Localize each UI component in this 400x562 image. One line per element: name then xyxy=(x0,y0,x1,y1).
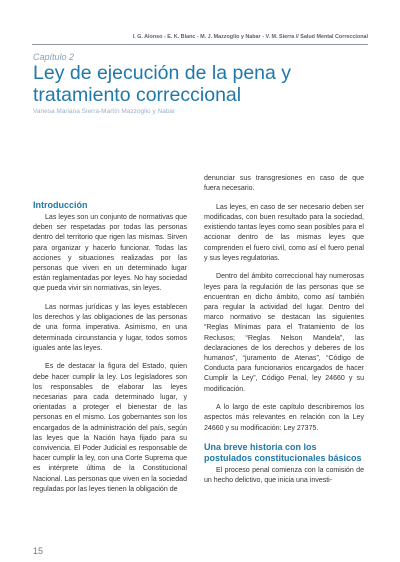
chapter-label: Capítulo 2 xyxy=(33,52,75,62)
section-heading-historia: Una breve historia con los postulados constitucionales básicos xyxy=(204,442,362,464)
paragraph: A lo largo de este capítulo describiremos los aspectos más relevantes en relación con la Ley 24660 y su modificación: Ley 27375. xyxy=(204,404,364,432)
running-head: I. G. Alonso - E. K. Blanc - M. J. Mazzoglio y Nabar - V. M. Sierra // Salud Mental Correccional xyxy=(132,34,368,40)
header-rule xyxy=(32,44,368,45)
paragraph: denunciar sus transgresiones en caso de que fuera necesario. xyxy=(204,175,364,193)
paragraph: El proceso penal comienza con la comisión de un hecho delictivo, que inicia una investi- xyxy=(204,467,364,485)
paragraph: Es de destacar la figura del Estado, quien debe hacer cumplir la ley. Los legisladores son los responsables de elaborar las leyes necesarias para cada determinado lugar, y orientadas a proteger el bienestar de las personas en el mismo. Los gobernantes son los encargados de la administración del país, según las leyes que la Nación haya fijado para su convivencia. El Poder Judicial es responsable de hacer cumplir la ley, con una Corte Suprema que es intérprete última de la Constitucional Nacional. Las personas que viven en la sociedad reguladas por las leyes tienen la obligación de xyxy=(33,363,187,493)
paragraph: Las leyes son un conjunto de normativas que deben ser respetadas por todas las personas dentro del territorio que rigen las mismas. Sirven para organizar y hacerlo funcionar. Todas las acciones y situaciones realizadas por las personas que viven en un determinado lugar están reglamentadas por leyes. No hay sociedad que pueda vivir sin normativas, sin leyes. xyxy=(33,214,187,293)
chapter-authors: Vanesa Mariana Sierra-Martín Mazzoglio y Nabar xyxy=(33,108,176,115)
page-number: 15 xyxy=(33,546,44,556)
right-column xyxy=(204,174,364,495)
left-column xyxy=(33,200,187,503)
paragraph: Las leyes, en caso de ser necesario deben ser modificadas, con buen resultado para la sociedad, existiendo tantas leyes como sean posibles para el accionar dentro de las mismas leyes que comprenden el fuero civil, como así el fuero penal y sus leyes regulatorias. xyxy=(204,203,364,262)
section-heading-introduccion: Introducción xyxy=(33,200,88,210)
chapter-title: Ley de ejecución de la pena y tratamiento correccional xyxy=(33,62,292,106)
paragraph: Las normas jurídicas y las leyes establecen los derechos y las obligaciones de las personas de una forma imperativa. Asimismo, en una determinada circunstancia y lugar, todos somos iguales ante las leyes. xyxy=(33,304,187,352)
paragraph: Dentro del ámbito correccional hay numerosas leyes para la regulación de las personas que se encuentran en dicho ámbito, como así también para regular la actividad del lugar. Dentro del marco normativo se destacan las siguientes “Reglas Mínimas para el Tratamiento de los Reclusos; “Reglas Nelson Mandela”, las declaraciones de los derechos y deberes de los humanos”, “juramento de Atenas”, “Código de Conducta para funcionarios encargados de hacer Cumplir la Ley”, Código Penal, ley 24660 y su modificación. xyxy=(204,273,364,393)
